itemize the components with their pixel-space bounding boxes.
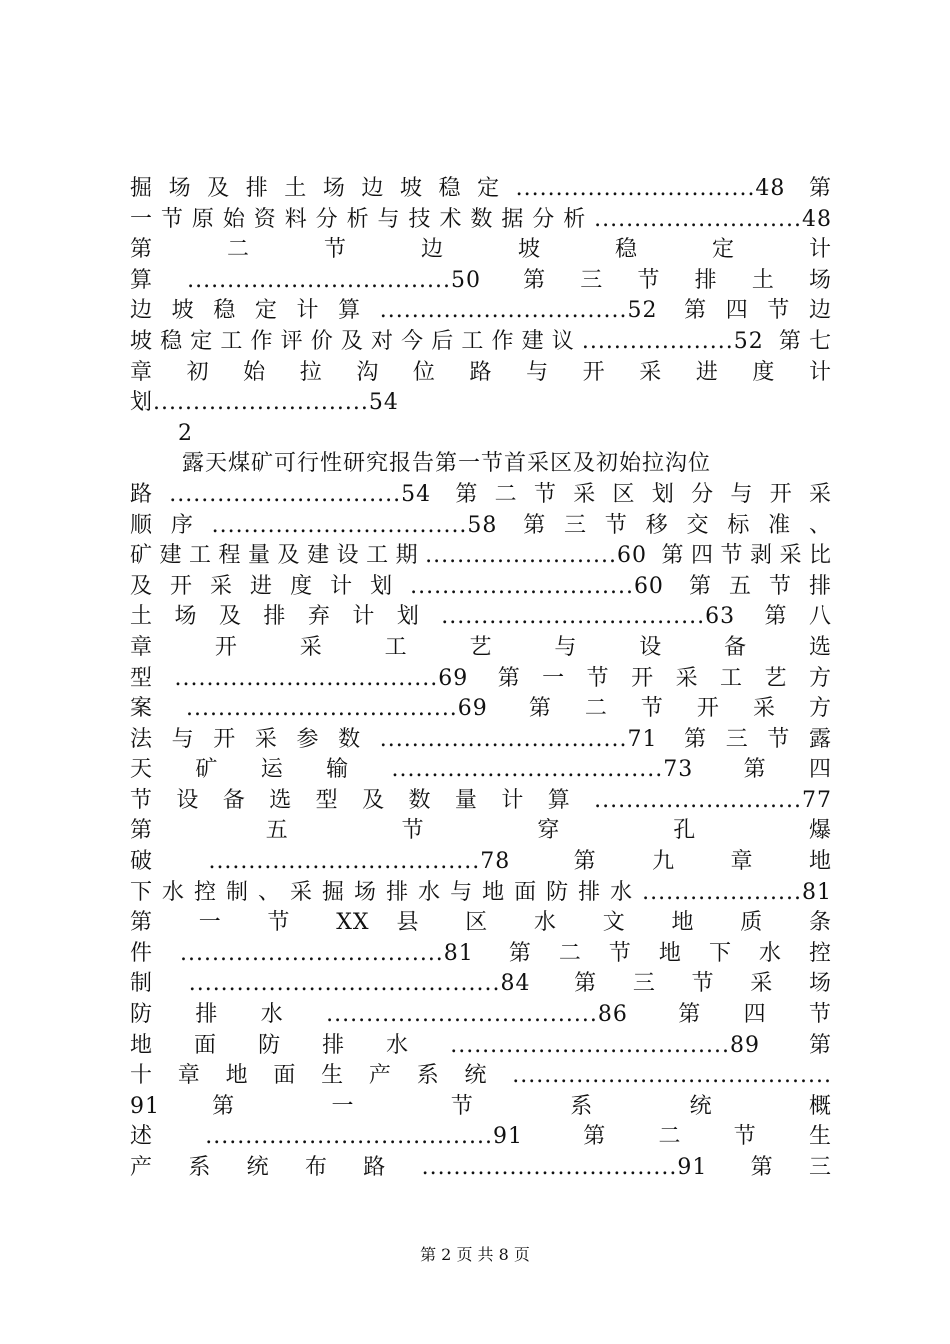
toc-line: 2 [178,420,193,446]
toc-line: 算.................................50 第三节排土场 [130,267,832,293]
toc-body [130,174,832,1184]
toc-line: 土场及排弃计划.................................63 第八 [130,604,832,630]
toc-line: 制.......................................84 第三节采场 [130,971,832,997]
toc-line: 述....................................91 第二节生 [130,1124,832,1150]
toc-line: 边坡稳定计算...............................52 第四节边 [130,298,832,324]
toc-line: 章 开 采 工 艺 与 设 备 选 [130,634,832,660]
toc-line: 划...........................54 [130,390,399,416]
toc-line: 天矿运输..................................73 第四 [130,757,832,783]
toc-line: 下水控制、采掘场排水与地面防排水....................81 [130,879,832,905]
toc-line: 掘场及排土场边坡稳定..............................48 第 [130,176,832,201]
toc-line: 法与开采参数...............................71 第三节露 [130,726,832,752]
toc-line: 坡稳定工作评价及对今后工作建议...................52 第七 [130,328,832,354]
toc-line: 91 第 一 节 系 统 概 [130,1093,832,1119]
toc-line: 一节原始资料分析与技术数据分析..........................48 [130,206,832,232]
toc-line: 第 一 节 XX 县 区 水 文 地 质 条 [130,910,832,936]
toc-line: 案..................................69 第二节开采方 [130,696,832,722]
toc-line: 第 二 节 边 坡 稳 定 计 [130,237,832,263]
toc-line: 章 初 始 拉 沟 位 路 与 开 采 进 度 计 [130,359,832,385]
toc-line: 矿建工程量及建设工期........................60 第四节剥采比 [130,543,832,569]
toc-line: 十章地面生产系统........................................ [130,1063,832,1089]
toc-line: 防排水..................................86 第四节 [130,1002,832,1028]
toc-line: 破..................................78 第九章地 [130,849,832,875]
toc-line: 产系统布路................................91 第三 [130,1155,832,1180]
toc-line: 路.............................54 第二节采区划分与开采 [130,481,832,507]
toc-line: 第 五 节 穿 孔 爆 [130,818,832,844]
toc-line: 型.................................69 第一节开采工艺方 [130,665,832,691]
toc-line: 节设备选型及数量计算..........................77 [130,787,832,813]
toc-line: 露天煤矿可行性研究报告第一节首采区及初始拉沟位 [182,451,712,477]
toc-line: 顺序................................58 第三节移交标准、 [130,512,832,538]
page-footer: 第 2 页 共 8 页 [420,1245,530,1264]
toc-line: 地面防排水...................................89 第 [130,1032,832,1058]
toc-line: 及开采进度计划............................60 第五节排 [130,573,832,599]
toc-line: 件.................................81 第二节地下水控 [130,940,832,966]
